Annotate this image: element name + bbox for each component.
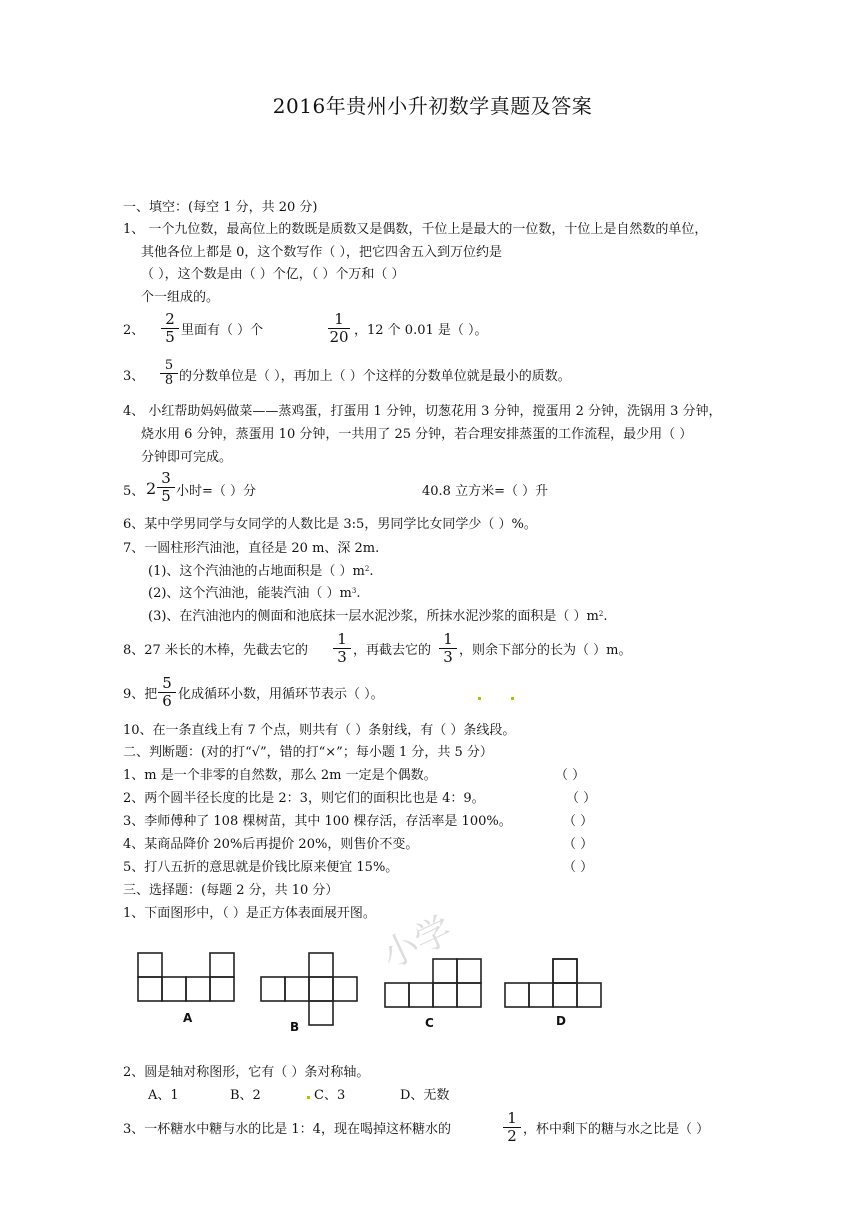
judge-item-5: 5、打八五折的意思就是价钱比原来便宜 15%。 — [123, 860, 399, 875]
choice-q2-option-a: A、1 — [148, 1088, 179, 1103]
q4-line1: 4、 小红帮助妈妈做菜——蒸鸡蛋，打蛋用 1 分钟，切葱花用 3 分钟，搅蛋用 2 分钟，洗锅用 3 分钟， — [123, 404, 722, 419]
q5-text1: 小时=（ ）分 — [176, 484, 257, 499]
q7-b: (2)、这个汽油池，能装汽油（ ）$m^3$. — [148, 586, 361, 601]
numerator: 2 — [165, 310, 175, 328]
q7-a-text: (1)、这个汽油池的占地面积是（ ）m — [148, 564, 365, 579]
q7-b-sup: 3 — [351, 587, 357, 595]
net-a — [138, 953, 234, 1001]
q6: 6、某中学男同学与女同学的人数比是 3:5，男同学比女同学少（ ）%。 — [123, 517, 537, 532]
page-title: 2016年贵州小升初数学真题及答案 — [272, 94, 593, 118]
net-b — [261, 953, 357, 1025]
q2-tail: ，12 个 0.01 是（ ）。 — [354, 323, 488, 338]
denominator: 3 — [443, 648, 453, 666]
section3-header: 三、选择题：(每题 2 分，共 10 分） — [123, 883, 339, 898]
watermark: 小学 — [375, 909, 459, 978]
net-label-b: B — [290, 1020, 300, 1034]
choice-q2: 2、圆是轴对称图形，它有（ ）条对称轴。 — [123, 1065, 370, 1080]
denominator: 8 — [164, 373, 174, 388]
q2-mid: 里面有（ ）个 — [181, 323, 264, 338]
q4-line3: 分钟即可完成。 — [141, 450, 233, 465]
choice-q3-fraction — [501, 1110, 523, 1145]
q1-line3: （ ），这个数是由（ ）个亿，（ ）个万和（ ） — [141, 267, 405, 282]
judge-paren-2: （ ） — [566, 791, 597, 806]
denominator: 5 — [161, 487, 171, 505]
q8-b: ，再截去它的 — [353, 643, 432, 658]
q7-c-sup: 2 — [598, 610, 604, 618]
section2-header: 二、判断题：(对的打“√”，错的打“×”；每小题 1 分，共 5 分） — [123, 745, 493, 760]
denominator: 5 — [165, 328, 175, 346]
judge-item-1: 1、m 是一个非零的自然数，那么 2m 一定是个偶数。 — [123, 768, 437, 783]
net-d — [505, 959, 601, 1007]
q7-a: (1)、这个汽油池的占地面积是（ ）$m^2$. — [148, 564, 374, 579]
numerator: 1 — [334, 310, 344, 328]
q10: 10、在一条直线上有 7 个点，则共有（ ）条射线，有（ ）条线段。 — [123, 723, 516, 738]
denominator: 3 — [337, 648, 347, 666]
denominator: 6 — [162, 692, 172, 710]
q1-line4: 个一组成的。 — [141, 290, 220, 305]
judge-item-2: 2、两个圆半径长度的比是 2：3，则它们的面积比也是 4：9。 — [123, 791, 485, 806]
numerator: 1 — [337, 630, 347, 648]
q9-b: 化成循环小数，用循环节表示（ ）。 — [178, 687, 384, 702]
judge-item-4: 4、某商品降价 20%后再提价 20%，则售价不变。 — [123, 837, 419, 852]
q4-line2: 烧水用 6 分钟，蒸蛋用 10 分钟，一共用了 25 分钟，若合理安排蒸蛋的工作流程，最少用（ ） — [141, 427, 693, 442]
q1-line1: 1、 一个九位数，最高位上的数既是质数又是偶数，千位上是最大的一位数，十位上是自然数的单位， — [123, 222, 708, 237]
q8-a: 8、27 米长的木棒，先截去它的 — [123, 643, 308, 658]
scan-dot — [307, 1096, 310, 1099]
q3-text: 的分数单位是（ ），再加上（ ）个这样的分数单位就是最小的质数。 — [179, 369, 571, 384]
net-label-c: C — [425, 1016, 434, 1030]
choice-q3-a: 3、一杯糖水中糖与水的比是 1：4，现在喝掉这杯糖水的 — [123, 1122, 451, 1137]
judge-paren-1: （ ） — [555, 768, 586, 783]
q8-c: ，则余下部分的长为（ ）m。 — [459, 643, 632, 658]
choice-q2-option-c: C、3 — [314, 1088, 346, 1103]
denominator: 20 — [329, 328, 349, 346]
section1-header: 一、填空：(每空 1 分，共 20 分) — [123, 200, 318, 215]
q2-num: 2、 — [123, 323, 145, 338]
numerator: 5 — [162, 674, 172, 692]
q5-whole: 2 — [146, 479, 157, 498]
judge-paren-5: （ ） — [563, 860, 594, 875]
numerator: 3 — [161, 469, 171, 487]
judge-paren-4: （ ） — [563, 837, 594, 852]
q7-c-text: (3)、在汽油池内的侧面和池底抹一层水泥沙浆，所抹水泥沙浆的面积是（ ）m — [148, 609, 599, 624]
q3-num: 3、 — [123, 369, 145, 384]
q7-c: (3)、在汽油池内的侧面和池底抹一层水泥沙浆，所抹水泥沙浆的面积是（ ）$m^2$. — [148, 609, 608, 624]
numerator: 1 — [507, 1109, 517, 1127]
choice-q2-option-d: D、无数 — [400, 1088, 450, 1103]
numerator: 5 — [164, 358, 174, 373]
net-label-d: D — [556, 1014, 566, 1028]
choice-q1: 1、下面图形中，（ ）是正方体表面展开图。 — [123, 906, 376, 921]
q9-a: 9、把 — [123, 687, 158, 702]
denominator: 2 — [507, 1127, 517, 1145]
numerator: 1 — [443, 630, 453, 648]
q7-stem: 7、一圆柱形汽油池，直径是 20 m、深 2m. — [123, 541, 380, 556]
choice-q2-option-b: B、2 — [230, 1088, 261, 1103]
judge-item-3: 3、李师傅种了 108 棵树苗，其中 100 棵存活，存活率是 100%。 — [123, 814, 512, 829]
q7-b-text: (2)、这个汽油池，能装汽油（ ）m — [148, 586, 352, 601]
q7-a-sup: 2 — [364, 565, 370, 573]
q5-num: 5、 — [123, 484, 145, 499]
q1-line2: 其他各位上都是 0，这个数写作（ ），把它四舍五入到万位约是 — [141, 245, 503, 260]
net-label-a: A — [183, 1011, 193, 1025]
net-c — [385, 959, 481, 1007]
judge-paren-3: （ ） — [563, 814, 594, 829]
choice-q3-b: ，杯中剩下的糖与水之比是（ ） — [523, 1122, 710, 1137]
q5-text2: 40.8 立方米=（ ）升 — [422, 484, 549, 499]
